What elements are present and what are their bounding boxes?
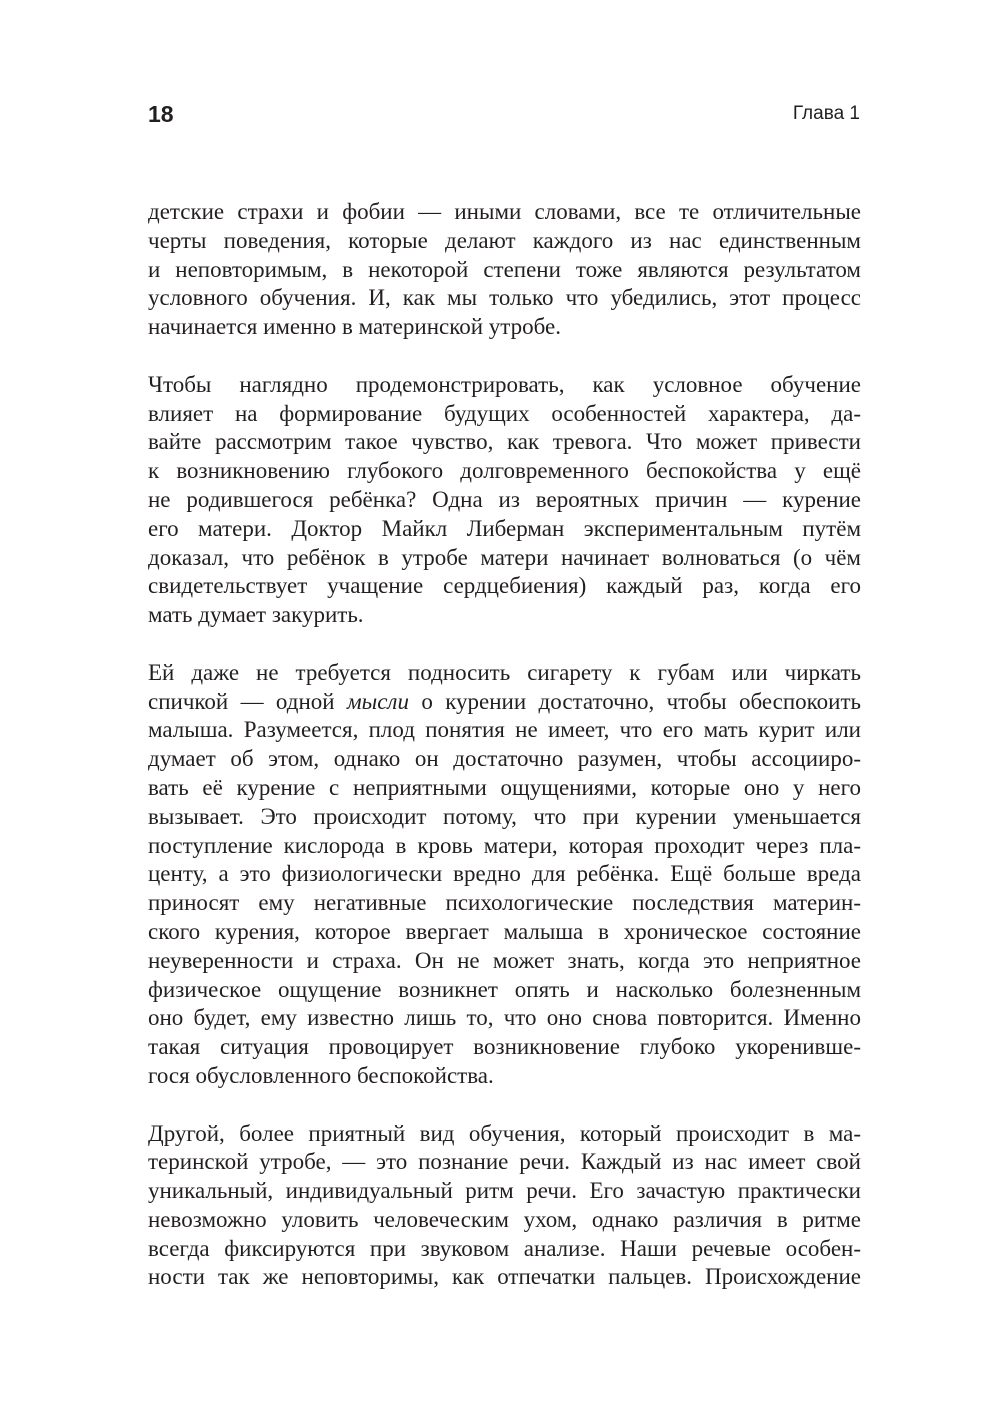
text-line: доказал, что ребёнок в утробе матери начинает волноваться (о чём bbox=[148, 544, 861, 570]
paragraph-1 bbox=[148, 198, 861, 342]
text-line: физическое ощущение возникнет опять и насколько болезненным bbox=[148, 976, 861, 1002]
text-line: вызывает. Это происходит потому, что при курении уменьшается bbox=[148, 803, 861, 829]
text-segment: о курении достаточно, чтобы обеспокоить bbox=[408, 688, 861, 714]
text-line: малыша. Разумеется, плод понятия не имеет, что его мать курит или bbox=[148, 717, 861, 743]
text-line: ского курения, которое ввергает малыша в хроническое состояние bbox=[148, 918, 861, 944]
text-line: неуверенности и страха. Он не может знать, когда это неприятное bbox=[148, 947, 861, 973]
text-line: его матери. Доктор Майкл Либерман экспериментальным путём bbox=[148, 515, 861, 541]
paragraph-2 bbox=[148, 371, 861, 630]
text-line: уникальный, индивидуальный ритм речи. Его зачастую практически bbox=[148, 1178, 861, 1204]
text-line: поступление кислорода в кровь матери, которая проходит через пла- bbox=[148, 832, 861, 858]
text-line: свидетельствует учащение сердцебиения) каждый раз, когда его bbox=[148, 573, 861, 599]
emphasized-word: мысли bbox=[346, 688, 409, 714]
text-line: условного обучения. И, как мы только что убедились, этот процесс bbox=[148, 285, 861, 311]
text-line: невозможно уловить человеческим ухом, однако различия в ритме bbox=[148, 1206, 861, 1232]
text-line: оно будет, ему известно лишь то, что оно снова повторится. Именно bbox=[148, 1005, 861, 1031]
text-line: гося обусловленного беспокойства. bbox=[148, 1062, 494, 1088]
text-segment: спичкой — одной bbox=[148, 688, 347, 714]
body-text bbox=[148, 198, 861, 1321]
text-line: мать думает закурить. bbox=[148, 602, 364, 628]
text-line: центу, а это физиологически вредно для ребёнка. Ещё больше вреда bbox=[148, 861, 861, 887]
text-line: Чтобы наглядно продемонстрировать, как условное обучение bbox=[148, 371, 861, 397]
text-line: вать её курение с неприятными ощущениями, которые оно у него bbox=[148, 774, 861, 800]
text-line: к возникновению глубокого долговременного беспокойства у ещё bbox=[148, 458, 861, 484]
text-line: Ей даже не требуется подносить сигарету к губам или чиркать bbox=[148, 659, 861, 685]
text-line: всегда фиксируются при звуковом анализе. Наши речевые особен- bbox=[148, 1235, 861, 1261]
text-line: думает об этом, однако он достаточно разумен, чтобы ассоцииро- bbox=[148, 746, 861, 772]
text-line-with-emphasis bbox=[148, 688, 861, 717]
text-line: вайте рассмотрим такое чувство, как тревога. Что может привести bbox=[148, 429, 861, 455]
text-line: влияет на формирование будущих особенностей характера, да- bbox=[148, 400, 861, 426]
paragraph-3 bbox=[148, 659, 861, 1091]
text-line: ности так же неповторимы, как отпечатки пальцев. Происхождение bbox=[148, 1264, 861, 1290]
text-line: начинается именно в материнской утробе. bbox=[148, 314, 561, 340]
text-line: такая ситуация провоцирует возникновение глубоко укоренивше- bbox=[148, 1034, 861, 1060]
text-line: теринской утробе, — это познание речи. Каждый из нас имеет свой bbox=[148, 1149, 861, 1175]
text-line: и неповторимым, в некоторой степени тоже являются результатом bbox=[148, 256, 861, 282]
paragraph-4 bbox=[148, 1120, 861, 1293]
text-line: детские страхи и фобии — иными словами, все те отличительные bbox=[148, 199, 861, 224]
text-line: приносят ему негативные психологические последствия материн- bbox=[148, 890, 861, 916]
text-line: не родившегося ребёнка? Одна из вероятных причин — курение bbox=[148, 486, 861, 512]
running-header bbox=[148, 98, 860, 132]
text-line: Другой, более приятный вид обучения, который происходит в ма- bbox=[148, 1120, 861, 1146]
text-line: черты поведения, которые делают каждого из нас единственным bbox=[148, 227, 861, 253]
chapter-running-head: Глава 1 bbox=[792, 103, 860, 124]
page-number: 18 bbox=[148, 101, 174, 127]
